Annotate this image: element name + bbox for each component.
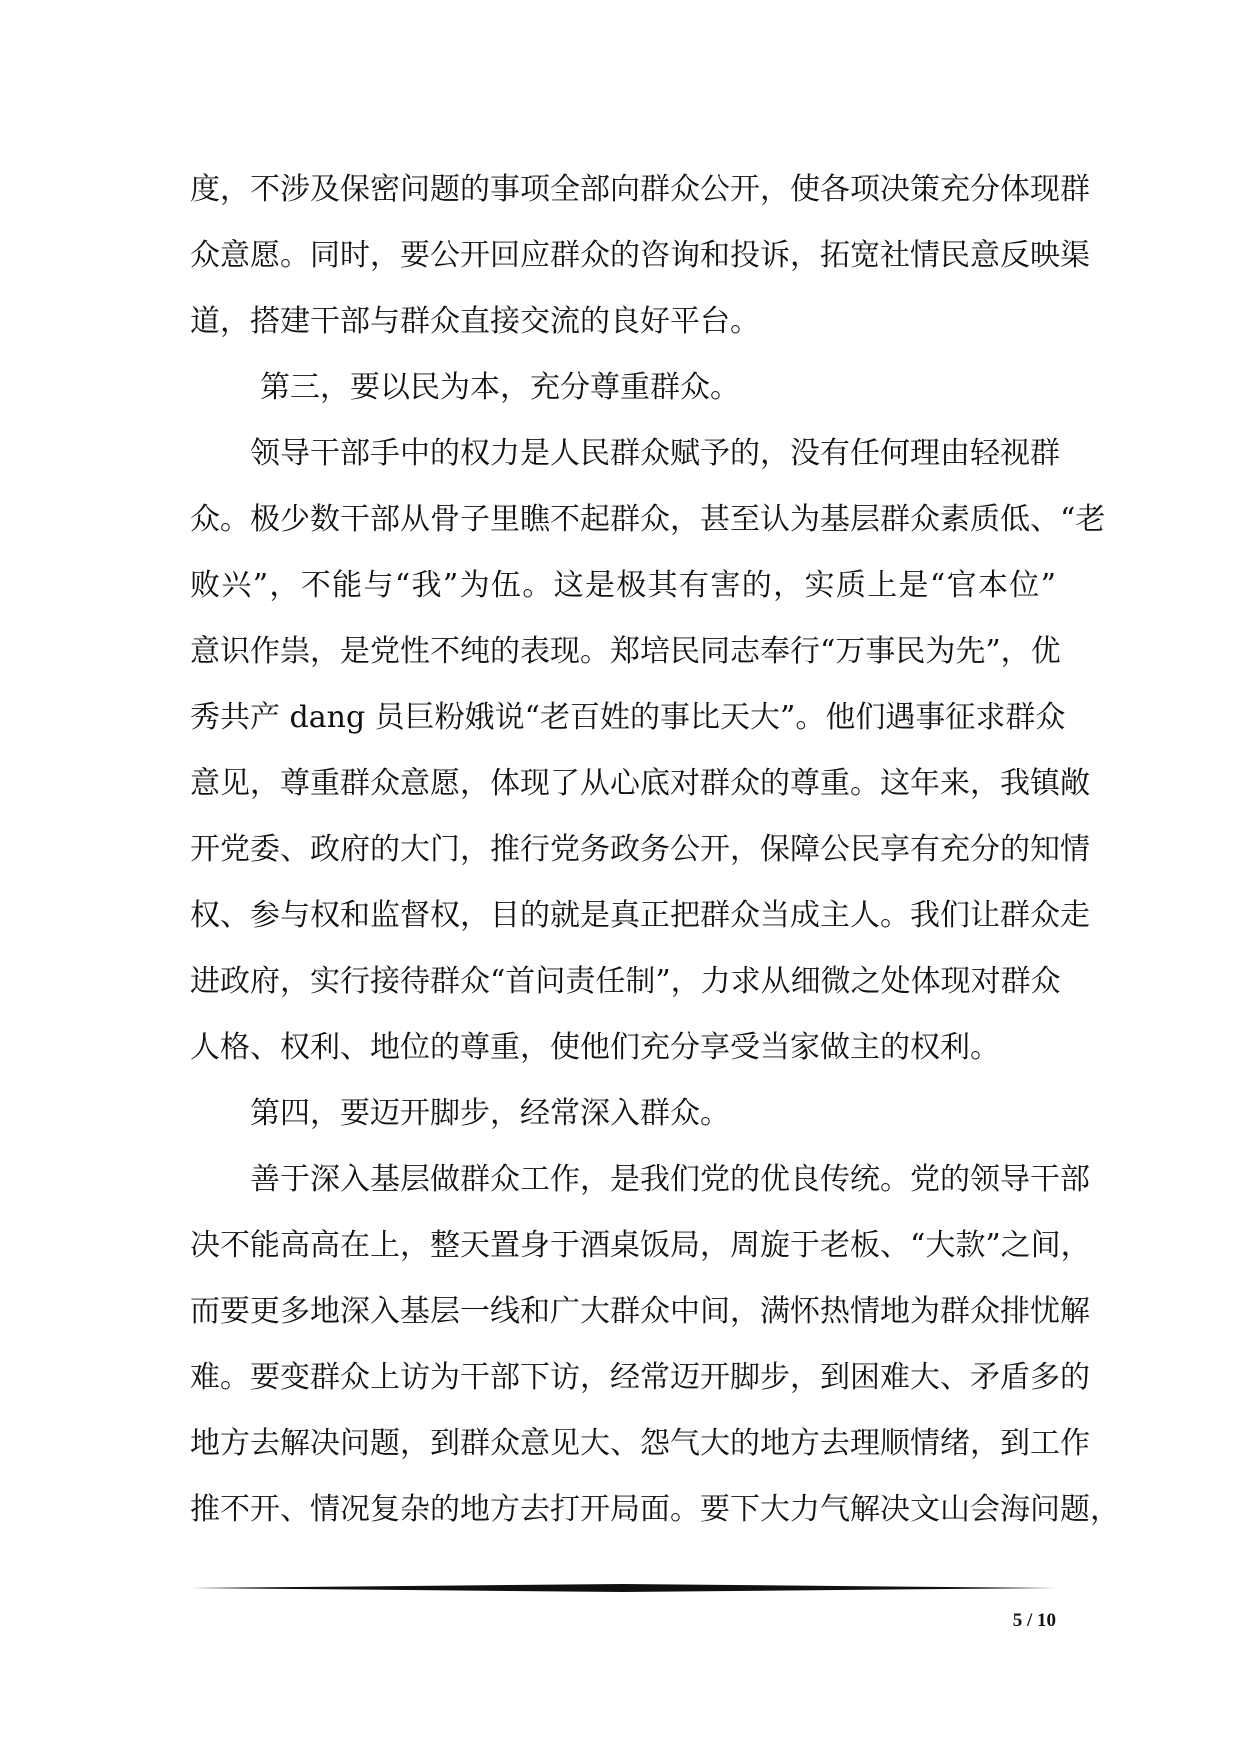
- text-line: 善于深入基层做群众工作，是我们党的优良传统。党的领导干部: [250, 1162, 1090, 1197]
- section-heading: 第四，要迈开脚步，经常深入群众。: [250, 1096, 730, 1131]
- text-line: 人格、权利、地位的尊重，使他们充分享受当家做主的权利。: [190, 1030, 1000, 1065]
- text-line: 领导干部手中的权力是人民群众赋予的，没有任何理由轻视群: [250, 436, 1060, 471]
- page-number: 5 / 10: [1012, 1610, 1056, 1631]
- text-line: 而要更多地深入基层一线和广大群众中间，满怀热情地为群众排忧解: [190, 1294, 1090, 1329]
- footer-divider: [190, 1584, 1056, 1592]
- text-line: 开党委、政府的大门，推行党务政务公开，保障公民享有充分的知情: [190, 832, 1090, 867]
- section-heading: 第三，要以民为本，充分尊重群众。: [260, 370, 740, 405]
- text-line: 意见，尊重群众意愿，体现了从心底对群众的尊重。这年来，我镇敞: [190, 766, 1090, 801]
- text-line: 众意愿。同时，要公开回应群众的咨询和投诉，拓宽社情民意反映渠: [190, 238, 1090, 273]
- text-line: 败兴”，不能与“我”为伍。这是极其有害的，实质上是“官本位”: [190, 568, 1056, 603]
- body-text: [190, 157, 1120, 1543]
- text-line: 进政府，实行接待群众“首问责任制”，力求从细微之处体现对群众: [190, 964, 1061, 999]
- text-line: 推不开、情况复杂的地方去打开局面。要下大力气解决文山会海问题，: [190, 1492, 1120, 1527]
- text-line: 难。要变群众上访为干部下访，经常迈开脚步，到困难大、矛盾多的: [190, 1360, 1090, 1395]
- text-line: 意识作祟，是党性不纯的表现。郑培民同志奉行“万事民为先”，优: [190, 634, 1061, 669]
- text-line: 度，不涉及保密问题的事项全部向群众公开，使各项决策充分体现群: [190, 172, 1090, 207]
- text-line: 众。极少数干部从骨子里瞧不起群众，甚至认为基层群众素质低、“老: [190, 502, 1106, 537]
- text-line: 决不能高高在上，整天置身于酒桌饭局，周旋于老板、“大款”之间，: [190, 1228, 1091, 1263]
- text-line: 秀共产 dang 员巨粉娥说“老百姓的事比天大”。他们遇事征求群众: [190, 700, 1066, 735]
- text-line: 地方去解决问题，到群众意见大、怨气大的地方去理顺情绪，到工作: [190, 1426, 1090, 1461]
- text-line: 道，搭建干部与群众直接交流的良好平台。: [190, 304, 760, 339]
- footer-divider-line: [190, 1584, 1056, 1592]
- text-line: 权、参与权和监督权，目的就是真正把群众当成主人。我们让群众走: [190, 898, 1090, 933]
